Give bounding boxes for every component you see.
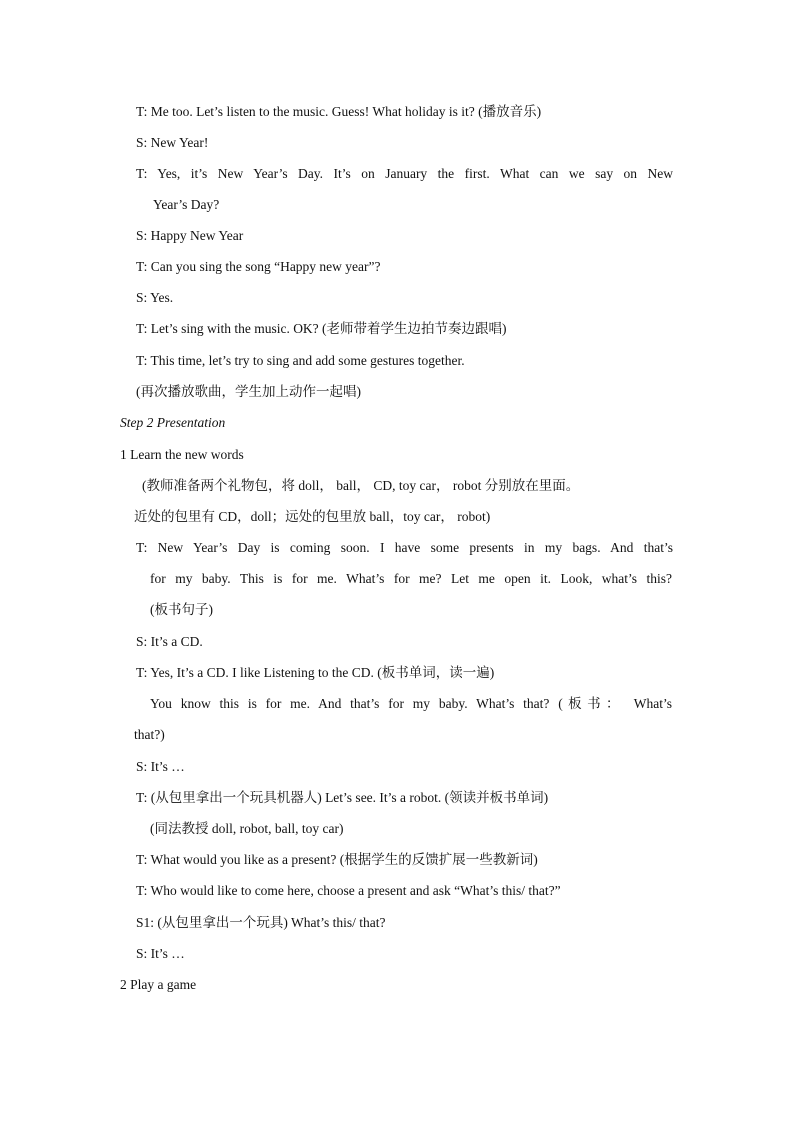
dialogue-line: T: Can you sing the song “Happy new year”?: [136, 259, 381, 274]
dialogue-line: T: This time, let’s try to sing and add some gestures together.: [136, 353, 465, 368]
stage-direction-continuation: 近处的包里有 CD，doll；远处的包里放 ball，toy car， robot): [134, 509, 491, 524]
dialogue-line: S: It’s …: [136, 759, 185, 774]
dialogue-line-continuation: You know this is for me. And that’s for my baby. What’s that? (板书： What’s: [150, 696, 672, 711]
stage-direction: (板书句子): [150, 602, 213, 617]
dialogue-line: T: Yes, It’s a CD. I like Listening to the CD. (板书单词，读一遍): [136, 665, 495, 680]
dialogue-line: T: Yes, it’s New Year’s Day. It’s on January the first. What can we say on New: [136, 166, 673, 181]
dialogue-line-continuation: Year’s Day?: [153, 197, 220, 212]
section-heading: Step 2 Presentation: [120, 415, 226, 430]
dialogue-line: S: Yes.: [136, 290, 174, 305]
dialogue-line: T: What would you like as a present? (根据学生的反馈扩展一些教新词): [136, 852, 538, 867]
dialogue-line: T: (从包里拿出一个玩具机器人) Let’s see. It’s a robot. (领读并板书单词): [136, 790, 549, 805]
stage-direction: (再次播放歌曲，学生加上动作一起唱): [136, 384, 361, 399]
stage-direction: (同法教授 doll, robot, ball, toy car): [150, 821, 344, 836]
dialogue-line: T: Me too. Let’s listen to the music. Guess! What holiday is it? (播放音乐): [136, 104, 542, 119]
dialogue-line: T: Who would like to come here, choose a present and ask “What’s this/ that?”: [136, 883, 561, 898]
dialogue-line: S: It’s …: [136, 946, 185, 961]
dialogue-line: S: New Year!: [136, 135, 209, 150]
dialogue-line: S1: (从包里拿出一个玩具) What’s this/ that?: [136, 915, 386, 930]
dialogue-line: S: It’s a CD.: [136, 634, 203, 649]
dialogue-line-continuation: that?): [134, 727, 165, 742]
dialogue-line-continuation: for my baby. This is for me. What’s for me? Let me open it. Look, what’s this?: [150, 571, 672, 586]
stage-direction: (教师准备两个礼物包，将 doll， ball， CD, toy car， robot 分别放在里面。: [142, 478, 580, 493]
dialogue-line: S: Happy New Year: [136, 228, 244, 243]
subsection-heading: 1 Learn the new words: [120, 447, 244, 462]
dialogue-line: T: New Year’s Day is coming soon. I have some presents in my bags. And that’s: [136, 540, 673, 555]
subsection-heading: 2 Play a game: [120, 977, 197, 992]
dialogue-line: T: Let’s sing with the music. OK? (老师带着学生边拍节奏边跟唱): [136, 321, 507, 336]
